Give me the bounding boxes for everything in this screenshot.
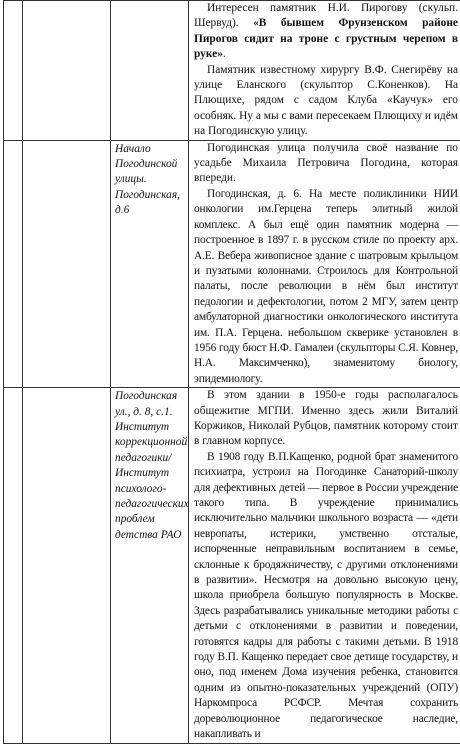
paragraph: [194, 63, 458, 140]
paragraph: [194, 450, 458, 743]
description-cell: [189, 140, 460, 388]
empty-cell: [4, 1, 23, 141]
empty-cell: [4, 140, 23, 388]
table-row: [4, 140, 460, 388]
empty-cell: [23, 388, 111, 743]
empty-cell: [23, 140, 111, 388]
description-text: [189, 1, 460, 140]
location-cell: [111, 140, 189, 388]
paragraph-text: Памятник известному хирургу В.Ф. Снегирёву на улице Еланского (скульптор С.Коненков). На Плющихе, рядом с садом Клуба «Каучук» его особняк. Ну а мы с вами пересекаем Плющиху и идём на Погодинскую улицу.: [194, 64, 458, 138]
description-cell: [189, 1, 460, 141]
paragraph-text: Погодинская, д. 6. На месте поликлиники НИИ онкологии им.Герцена теперь элитный жилой комплекс. А был ещё один памятник модерна — построенное в 1897 г. в русском стиле по проекту арх. А.Е. Вебера живописное здание с шатровым крыльцом и пузатыми колоннами. Строилось для Контрольной палаты, после революции в нём был институт педологии и дефектологии, потом 2 МГУ, затем центр амбулаторной диагностики онкологического института им. П.А. Герцена. небольшом скверике установлен в 1956 году бюст Н.Ф. Гамалеи (скульпторы С.Я. Ковнер, Н.А. Максимченко), знаменитому биологу, эпидемиологу.: [194, 188, 458, 385]
paragraph-text: Интересен памятник Н.И. Пирогову (скульп. Шервуд).: [194, 2, 458, 29]
location-label: Погодинская ул., д. 8, с.1. Институт коррекционной педагогики/ Институт психолого-педагогических проблем детства РАО: [111, 389, 188, 543]
paragraph-text: Погодинская улица получила своё название по усадьбе Михаила Петровича Погодина, которая впереди.: [194, 142, 458, 185]
paragraph: [194, 141, 458, 187]
paragraph-text: .: [223, 48, 226, 60]
empty-cell: [4, 388, 23, 743]
location-label: Начало Погодинской улицы. Погодинская, д.6: [111, 142, 188, 219]
description-text: [189, 388, 460, 742]
paragraph: [194, 187, 458, 387]
route-table: [3, 0, 460, 744]
empty-cell: [23, 1, 111, 141]
paragraph-text: В этом здании в 1950-е годы располагалось общежитие МГПИ. Именно здесь жили Виталий Коржиков, Николай Рубцов, памятник которому стоит в главном корпусе.: [194, 389, 458, 447]
paragraph: [194, 1, 458, 63]
bold-quote: «В бывшем Фрунзенском районе Пирогов сидит на троне с грустным черепом в руке»: [194, 17, 458, 60]
location-cell: [111, 388, 189, 743]
paragraph-text: В 1908 году В.П.Кащенко, родной брат знаменитого психиатра, устроил на Погодинке Санаторий-школу для дефективных детей — первое в России учреждение такого типа. В учреждение принимались исключительно мальчики школьного возраста — «дети невропаты, истерики, умственно отсталые, испорченные неправильным воспитанием в семье, склонные к бродяжничеству, с другими отклонениями в развитии». Несмотря на довольно высокую цену, школа приобрела большую популярность в Москве. Здесь разрабатывались уникальные методики работы с детьми с отклонениями в развитии и поведении, готовятся кадры для работы с такими детьми. В 1918 году В.П. Кащенко передает свое детище государству, и оно, под именем Дома изучения ребенка, становится одним из опытно-показательных учреждений (ОПУ) Наркомпроса РСФСР. Мечтая сохранить дореволюционное педагогическое наследие, накапливать и: [194, 451, 458, 740]
table-row: [4, 1, 460, 141]
description-text: [189, 141, 460, 388]
table-row: [4, 388, 460, 743]
description-cell: [189, 388, 460, 743]
location-cell: [111, 1, 189, 141]
paragraph: [194, 388, 458, 450]
